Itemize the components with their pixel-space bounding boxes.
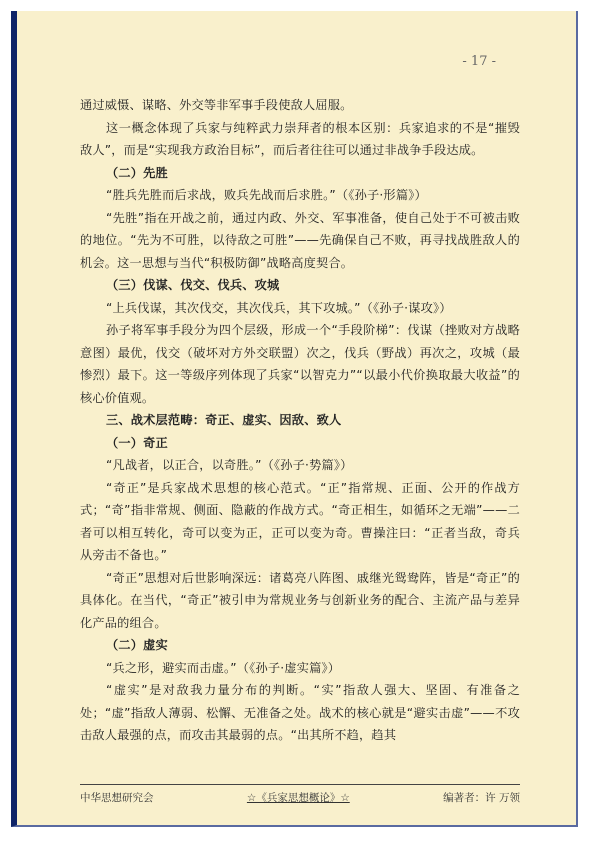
body-text — [80, 94, 520, 747]
section-heading: （三）伐谋、伐交、伐兵、攻城 — [106, 278, 280, 292]
section-heading: （一）奇正 — [106, 435, 168, 450]
paragraph: “先胜”指在开战之前，通过内政、外交、军事准备，使自己处于不可被击败的地位。“先为不可胜，以待敌之可胜”——先确保自己不败，再寻找战胜敌人的机会。这一思想与当代“积极防御”战略高度契合。 — [80, 210, 520, 270]
paragraph: “奇正”思想对后世影响深远：诸葛亮八阵图、戚继光鸳鸯阵，皆是“奇正”的具体化。在当代，“奇正”被引申为常规业务与创新业务的配合、主流产品与差异化产品的组合。 — [80, 570, 520, 630]
footer-divider — [80, 784, 520, 785]
footer-organization: 中华思想研究会 — [80, 792, 154, 804]
section-heading: （二）先胜 — [106, 165, 168, 180]
chapter-heading: 三、战术层范畴：奇正、虚实、因敌、致人 — [106, 413, 342, 427]
footer-author: 编著者：许 万领 — [443, 792, 520, 804]
paragraph: 孙子将军事手段分为四个层级，形成一个“手段阶梯”：伐谋（挫败对方战略意图）最优，伐交（破坏对方外交联盟）次之，伐兵（野战）再次之，攻城（最惨烈）最下。这一等级序列体现了兵家“以智克力”“以最小代价换取最大收益”的核心价值观。 — [80, 323, 520, 405]
page-number: - 17 - — [462, 54, 496, 69]
paragraph: 这一概念体现了兵家与纯粹武力崇拜者的根本区别：兵家追求的不是“摧毁敌人”，而是“实现我方政治目标”，而后者往往可以通过非战争手段达成。 — [80, 120, 520, 157]
section-heading: （二）虚实 — [106, 638, 168, 652]
footer-book-title: ☆《兵家思想概论》☆ — [246, 792, 350, 804]
paragraph: “奇正”是兵家战术思想的核心范式。“正”指常规、正面、公开的作战方式；“奇”指非常规、侧面、隐蔽的作战方式。“奇正相生，如循环之无端”——二者可以相互转化，奇可以变为正，正可以变为奇。曹操注曰：“正者当敌，奇兵从旁击不备也。” — [80, 480, 520, 562]
paragraph: 通过威慑、谋略、外交等非军事手段使敌人屈服。 — [80, 98, 353, 112]
quote: “上兵伐谋，其次伐交，其次伐兵，其下攻城。”（《孙子·谋攻》） — [106, 300, 452, 315]
paragraph: “虚实”是对敌我力量分布的判断。“实”指敌人强大、坚固、有准备之处；“虚”指敌人薄弱、松懈、无准备之处。战术的核心就是“避实击虚”——不攻击敌人最强的点，而攻击其最弱的点。“出其所不趋，趋其 — [80, 683, 520, 742]
page-footer — [80, 790, 520, 805]
quote: “兵之形，避实而击虚。”（《孙子·虚实篇》） — [106, 660, 341, 675]
quote: “凡战者，以正合，以奇胜。”（《孙子·势篇》） — [106, 458, 353, 472]
quote: “胜兵先胜而后求战，败兵先战而后求胜。”（《孙子·形篇》） — [106, 188, 427, 202]
